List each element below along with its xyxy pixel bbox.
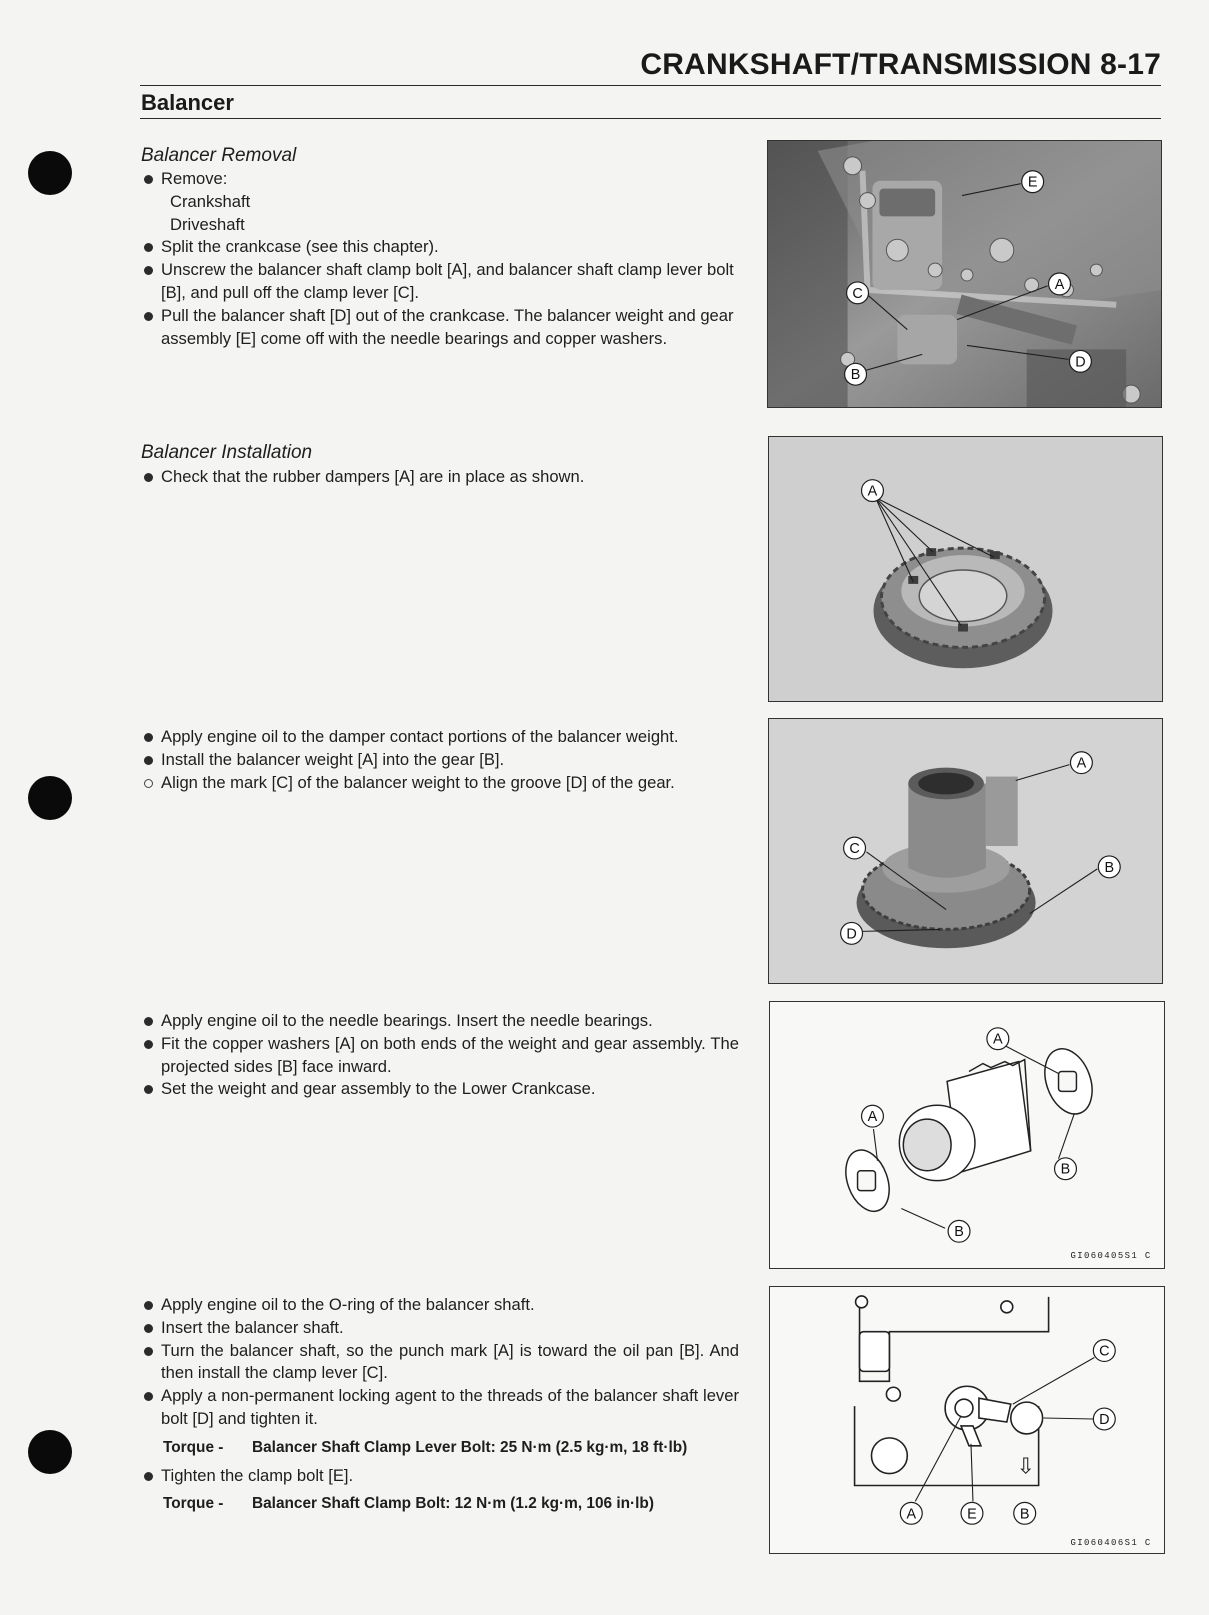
svg-text:A: A [993,1031,1003,1048]
list-item: Remove: [141,168,739,191]
bullet-icon [144,1085,153,1094]
bullet-icon [144,1017,153,1026]
figure-code-label: GI060406S1 C [1070,1538,1152,1549]
list-item: Set the weight and gear assembly to the Lower Crankcase. [141,1078,739,1101]
bullet-icon [144,1040,153,1049]
clamp-lever-drawing [770,1287,1164,1553]
callout-group [900,1340,1115,1525]
svg-text:A: A [1054,276,1065,293]
list-item: Install the balancer weight [A] into the gear [B]. [141,749,739,772]
bullet-icon [144,1324,153,1333]
svg-text:D: D [1099,1411,1110,1428]
crankcase-photo [768,141,1161,407]
figure-clamp-lever-drawing [769,1286,1165,1554]
list-item: Fit the copper washers [A] on both ends of the weight and gear assembly. The projected sides [B] face inward. [141,1033,739,1079]
bullet-icon [144,1472,153,1481]
svg-text:D: D [846,926,857,943]
list-item: Turn the balancer shaft, so the punch mark [A] is toward the oil pan [B]. And then install the clamp lever [C]. [141,1340,739,1386]
svg-text:B: B [954,1224,964,1241]
section-title: Balancer [141,90,234,115]
header-rule [140,85,1161,86]
installation-group-4 [141,1294,739,1521]
torque-spec-clamp-bolt: Torque - Balancer Shaft Clamp Bolt: 12 N·m (1.2 kg·m, 106 in·lb) [163,1495,654,1513]
gear-dampers-photo [769,437,1162,701]
washers-drawing [770,1002,1164,1268]
list-item: Insert the balancer shaft. [141,1317,739,1340]
list-item: Apply engine oil to the damper contact portions of the balancer weight. [141,726,739,749]
list-item: Pull the balancer shaft [D] out of the crankcase. The balancer weight and gear assembly [E] come off with the needle bearings and copper washers. [141,305,739,351]
svg-text:D: D [1075,354,1086,371]
figure-code-label: GI060405S1 C [1070,1251,1152,1262]
svg-text:E: E [967,1506,977,1523]
binder-hole-top [28,151,72,195]
bullet-icon [144,733,153,742]
svg-text:A: A [867,483,878,500]
bullet-icon [144,1347,153,1356]
figure-weight-gear-photo [768,718,1163,984]
svg-text:E: E [1027,174,1038,191]
list-item: Driveshaft [170,214,245,234]
figure-copper-washers-drawing [769,1001,1165,1269]
removal-steps [141,168,739,350]
oil-pan-arrow-icon: ⇩ [1016,1453,1035,1479]
list-item: Tighten the clamp bolt [E]. [141,1465,739,1488]
svg-text:B: B [1019,1506,1030,1523]
list-item: Apply a non-permanent locking agent to the threads of the balancer shaft lever bolt [D] and tighten it. [141,1385,739,1431]
bullet-icon [144,266,153,275]
remove-list [141,191,739,237]
installation-step-1 [141,466,739,489]
hollow-bullet-icon [144,779,153,788]
figure-balancer-removal-photo [767,140,1162,408]
weight-gear-photo [769,719,1162,983]
bullet-icon [144,1392,153,1401]
list-item: Check that the rubber dampers [A] are in place as shown. [141,466,739,489]
section-rule [140,118,1161,119]
svg-text:A: A [867,1109,878,1126]
bullet-icon [144,1301,153,1310]
svg-text:B: B [1060,1161,1071,1178]
removal-heading: Balancer Removal [141,145,297,166]
bullet-icon [144,756,153,765]
bullet-icon [144,312,153,321]
bullet-icon [144,243,153,252]
list-item: Unscrew the balancer shaft clamp bolt [A], and balancer shaft clamp lever bolt [B], and pull off the clamp lever [C]. [141,259,739,305]
bullet-icon [144,473,153,482]
list-item: Align the mark [C] of the balancer weight to the groove [D] of the gear. [141,772,739,795]
svg-text:C: C [852,285,863,302]
list-item: Apply engine oil to the needle bearings. Insert the needle bearings. [141,1010,739,1033]
svg-text:B: B [1104,859,1115,876]
svg-text:A: A [906,1506,917,1523]
installation-group-2 [141,726,739,794]
installation-heading: Balancer Installation [141,442,313,463]
list-item: Crankshaft [170,191,251,211]
figure-rubber-dampers-photo [768,436,1163,702]
list-item: Apply engine oil to the O-ring of the balancer shaft. [141,1294,739,1317]
binder-hole-bottom [28,1430,72,1474]
svg-text:C: C [1099,1343,1110,1360]
torque-spec-lever-bolt: Torque - Balancer Shaft Clamp Lever Bolt: 25 N·m (2.5 kg·m, 18 ft·lb) [163,1438,688,1456]
binder-hole-middle [28,776,72,820]
installation-group-3 [141,1010,739,1101]
bullet-icon [144,175,153,184]
svg-text:A: A [1076,755,1087,772]
svg-text:B: B [850,367,861,384]
list-item: Split the crankcase (see this chapter). [141,236,739,259]
page-header-title: CRANKSHAFT/TRANSMISSION 8-17 [640,48,1161,81]
svg-text:C: C [849,840,860,857]
